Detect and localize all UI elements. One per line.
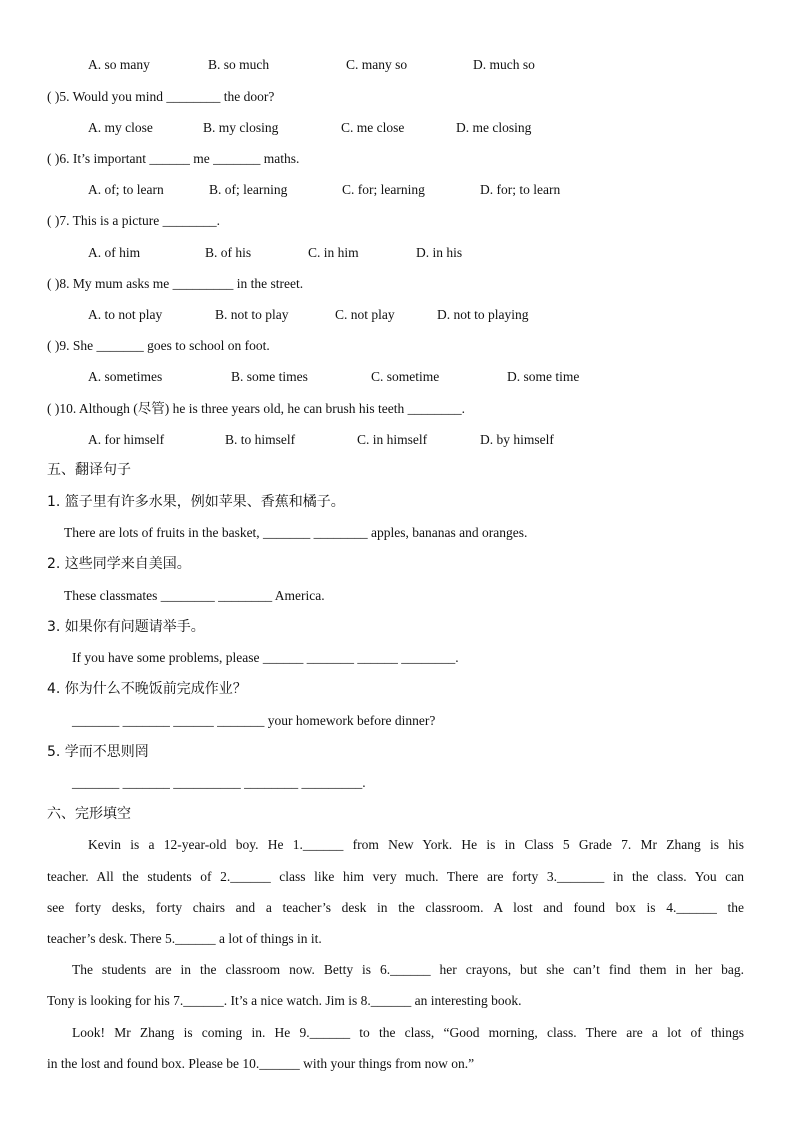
translate-item-2-cn: 2. 这些同学来自美国。 (47, 556, 191, 572)
section-translate-title: 五、翻译句子 (47, 462, 131, 478)
q8-option-d: D. not to playing (437, 307, 529, 322)
translate-item-1-cn: 1. 篮子里有许多水果，例如苹果、香蕉和橘子。 (47, 494, 345, 510)
q7-option-a: A. of him (88, 245, 141, 260)
q10-option-d: D. by himself (480, 432, 554, 447)
q6-option-a: A. of; to learn (88, 182, 164, 197)
q4-option-a: A. so many (88, 57, 150, 72)
cloze-line-3: see forty desks, forty chairs and a teacher’s desk in the classroom. A lost and found box is 4.______ the (47, 900, 744, 915)
translate-item-3-cn: 3. 如果你有问题请举手。 (47, 619, 205, 635)
translate-item-5-cn: 5. 学而不思则罔 (47, 744, 149, 760)
q10-option-a: A. for himself (88, 432, 165, 447)
translate-item-3-en: If you have some problems, please ______ _______ ______ ________. (72, 650, 459, 665)
q5-option-b: B. my closing (203, 120, 279, 135)
translate-item-5-en: _______ _______ __________ ________ _________. (72, 775, 366, 790)
q10-option-c: C. in himself (357, 432, 428, 447)
translate-item-2-en: These classmates ________ ________ America. (64, 588, 325, 603)
q8-option-c: C. not play (335, 307, 395, 322)
cloze-line-4: teacher’s desk. There 5.______ a lot of things in it. (47, 931, 322, 946)
question-8-stem: ( )8. My mum asks me _________ in the street. (47, 276, 304, 291)
cloze-line-6: Tony is looking for his 7.______. It’s a nice watch. Jim is 8.______ an interesting book. (47, 993, 522, 1008)
q7-option-b: B. of his (205, 245, 252, 260)
q6-option-d: D. for; to learn (480, 182, 561, 197)
q7-option-c: C. in him (308, 245, 359, 260)
translate-item-1-en: There are lots of fruits in the basket, _______ ________ apples, bananas and oranges. (64, 525, 528, 540)
q9-option-d: D. some time (507, 369, 580, 384)
q8-option-a: A. to not play (88, 307, 163, 322)
q10-option-b: B. to himself (225, 432, 296, 447)
q4-option-d: D. much so (473, 57, 535, 72)
cloze-line-2: teacher. All the students of 2.______ class like him very much. There are forty 3._______ in the class. You can (47, 869, 744, 884)
section-cloze-title: 六、完形填空 (47, 806, 131, 822)
q4-option-c: C. many so (346, 57, 408, 72)
q5-option-a: A. my close (88, 120, 153, 135)
q6-option-b: B. of; learning (209, 182, 288, 197)
question-9-stem: ( )9. She _______ goes to school on foot. (47, 338, 270, 353)
q9-option-b: B. some times (231, 369, 308, 384)
cloze-line-8: in the lost and found box. Please be 10.______ with your things from now on.” (47, 1056, 475, 1071)
question-5-stem: ( )5. Would you mind ________ the door? (47, 89, 275, 104)
translate-item-4-cn: 4. 你为什么不晚饭前完成作业？ (47, 681, 247, 697)
question-6-stem: ( )6. It’s important ______ me _______ maths. (47, 151, 300, 166)
q6-option-c: C. for; learning (342, 182, 425, 197)
cloze-line-1: Kevin is a 12-year-old boy. He 1.______ from New York. He is in Class 5 Grade 7. Mr Zhang is his (88, 837, 744, 852)
q5-option-d: D. me closing (456, 120, 532, 135)
question-7-stem: ( )7. This is a picture ________. (47, 213, 220, 228)
q7-option-d: D. in his (416, 245, 463, 260)
cloze-line-7: Look! Mr Zhang is coming in. He 9.______ to the class, “Good morning, class. There are a lot of things (72, 1025, 744, 1040)
q8-option-b: B. not to play (215, 307, 289, 322)
question-10-stem: ( )10. Although (尽管) he is three years old, he can brush his teeth ________. (47, 401, 466, 416)
q9-option-c: C. sometime (371, 369, 440, 384)
cloze-line-5: The students are in the classroom now. Betty is 6.______ her crayons, but she can’t find them in her bag. (72, 962, 744, 977)
translate-item-4-en: _______ _______ ______ _______ your homework before dinner? (72, 713, 436, 728)
q9-option-a: A. sometimes (88, 369, 163, 384)
q5-option-c: C. me close (341, 120, 405, 135)
q4-option-b: B. so much (208, 57, 270, 72)
